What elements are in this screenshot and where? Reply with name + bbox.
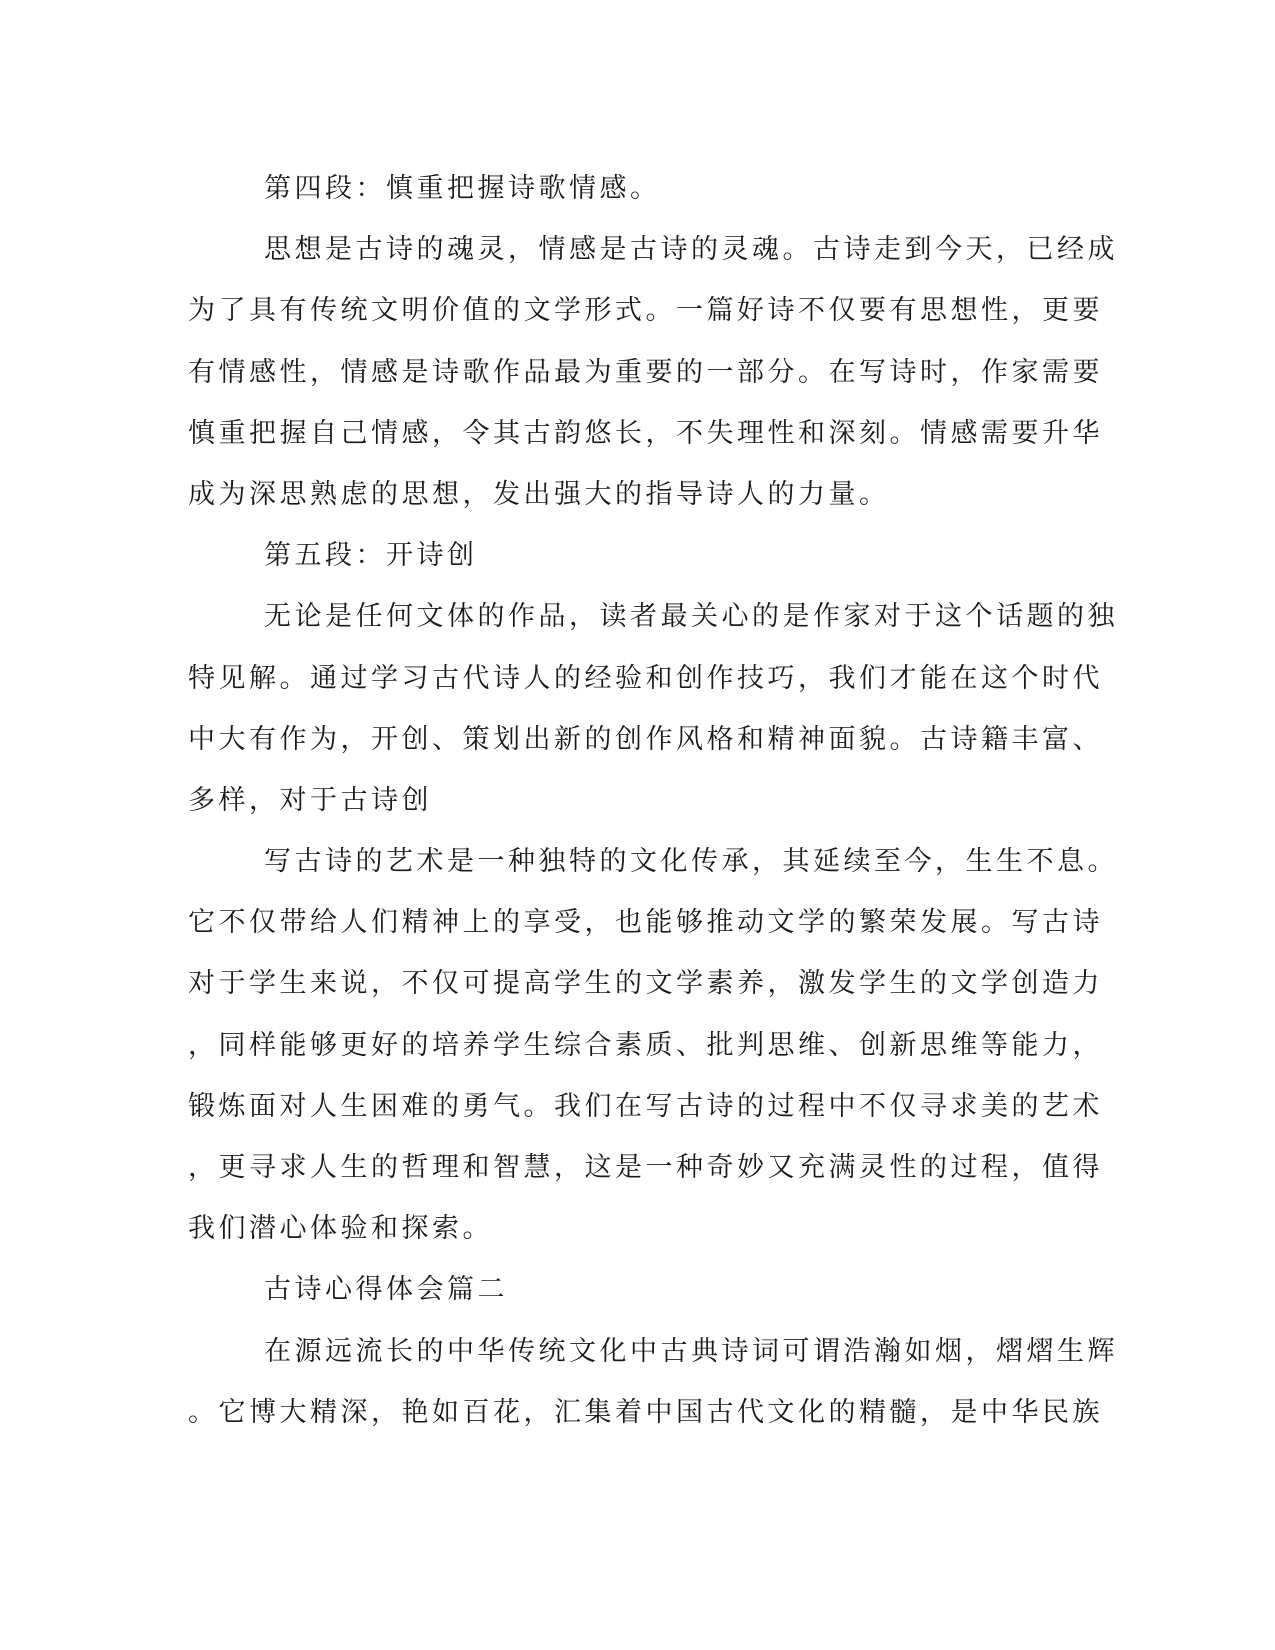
paragraph-line: 写古诗的艺术是一种独特的文化传承，其延续至今，生生不息。 [264, 846, 1118, 878]
paragraph-line: 特见解。通过学习古代诗人的经验和创作技巧，我们才能在这个时代 [188, 662, 1103, 694]
paragraph-line: 无论是任何文体的作品，读者最关心的是作家对于这个话题的独 [264, 601, 1118, 633]
paragraph-line: 思想是古诗的魂灵，情感是古诗的灵魂。古诗走到今天，已经成 [264, 234, 1118, 266]
paragraph-line: 锻炼面对人生困难的勇气。我们在写古诗的过程中不仅寻求美的艺术 [188, 1090, 1103, 1122]
paragraph-line: ，同样能够更好的培养学生综合素质、批判思维、创新思维等能力， [188, 1029, 1103, 1061]
paragraph-line: 中大有作为，开创、策划出新的创作风格和精神面貌。古诗籍丰富、 [188, 723, 1103, 755]
paragraph-line: 它不仅带给人们精神上的享受，也能够推动文学的繁荣发展。写古诗 [188, 907, 1103, 939]
document-body [188, 158, 1118, 1443]
paragraph-line: 我们潜心体验和探索。 [188, 1213, 493, 1245]
paragraph-line: 有情感性，情感是诗歌作品最为重要的一部分。在写诗时，作家需要 [188, 356, 1103, 388]
paragraph-line: 为了具有传统文明价值的文学形式。一篇好诗不仅要有思想性，更要 [188, 295, 1103, 327]
paragraph-line: ，更寻求人生的哲理和智慧，这是一种奇妙又充满灵性的过程，值得 [188, 1152, 1103, 1183]
section-heading-five: 第五段：开诗创 [264, 540, 478, 572]
paragraph-line: 。它博大精深，艳如百花，汇集着中国古代文化的精髓，是中华民族 [188, 1396, 1103, 1428]
paragraph-line: 在源远流长的中华传统文化中古典诗词可谓浩瀚如烟，熠熠生辉 [264, 1335, 1118, 1367]
paragraph-line: 成为深思熟虑的思想，发出强大的指导诗人的力量。 [188, 478, 890, 510]
paragraph-line: 对于学生来说，不仅可提高学生的文学素养，激发学生的文学创造力 [188, 968, 1103, 1000]
paragraph-line: 慎重把握自己情感，令其古韵悠长，不失理性和深刻。情感需要升华 [188, 417, 1103, 449]
paragraph-line: 多样，对于古诗创 [188, 784, 432, 816]
section-heading-four: 第四段：慎重把握诗歌情感。 [264, 173, 661, 204]
article-title-part-two: 古诗心得体会篇二 [264, 1274, 508, 1306]
